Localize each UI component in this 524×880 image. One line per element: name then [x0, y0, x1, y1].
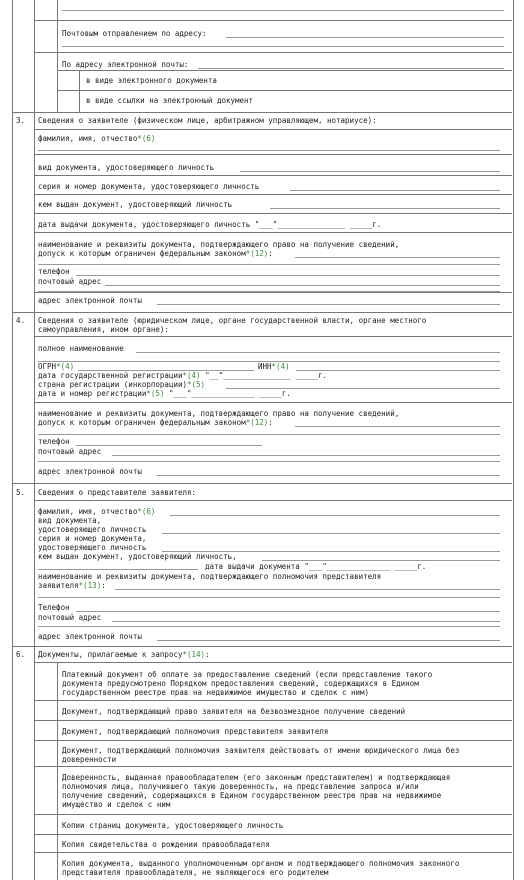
section-4-title: Сведения о заявителе (юридическом лице, органе государственной власти, органе местного [38, 316, 427, 325]
row-border [34, 814, 512, 815]
s5-fio-label: фамилия, имя, отчество [38, 507, 138, 516]
s3-issue-date-label: дата выдачи документа, удостоверяющего личность "___"_______________ _____г. [38, 220, 382, 229]
checkbox-cell[interactable] [79, 70, 80, 112]
s4-full-name-field[interactable] [136, 352, 500, 353]
checkbox-col-divider [57, 662, 58, 880]
s3-doc-type-field[interactable] [240, 171, 500, 172]
row-border [57, 90, 512, 91]
s4-phone-field[interactable] [76, 445, 262, 446]
doc-item-payment: Платежный документ об оплате за предоставление сведений (если представление такого [62, 670, 433, 679]
s5-post-addr-label: почтовый адрес [38, 613, 102, 622]
s3-email-field[interactable] [157, 304, 500, 305]
s4-reg-date-label: дата государственной регистрации [38, 371, 183, 380]
col-divider [57, 0, 58, 112]
s3-phone-field[interactable] [76, 275, 500, 276]
row-border [34, 852, 512, 853]
doc-item-guardian-doc-line-2: представителя правообладателя, не являющегося его родителем [62, 868, 329, 877]
s4-inn-label: ИНН [258, 362, 272, 371]
colon: : [205, 650, 210, 659]
row-border [34, 20, 512, 21]
footnote-ref: *(5) [146, 389, 165, 398]
section-4-number: 4. [16, 316, 26, 325]
email-address-line[interactable] [198, 68, 504, 69]
footnote-ref: *(4) [271, 362, 290, 371]
fill-line[interactable] [38, 597, 500, 598]
s5-phone-field[interactable] [76, 611, 500, 612]
fill-line[interactable] [38, 569, 198, 570]
col-divider [34, 0, 35, 112]
s5-doc-type-label-2: удостоверяющего личность [38, 525, 147, 534]
col-divider [34, 483, 35, 646]
footnote-ref: *(14) [182, 650, 206, 659]
row-border [34, 154, 512, 155]
fill-line[interactable] [38, 264, 500, 265]
footnote-ref: *(6) [137, 134, 156, 143]
s4-right-doc-field[interactable] [295, 426, 500, 427]
s3-issued-by-label: кем выдан документ, удостоверяющий личность [38, 200, 233, 209]
section-3-number: 3. [16, 116, 26, 125]
s5-issued-by-label: кем выдан документ, удостоверяющий личность, [38, 552, 237, 561]
s3-post-addr-field[interactable] [105, 285, 500, 286]
row-border [34, 662, 512, 663]
footnote-ref: *(13) [78, 581, 102, 590]
doc-item-power-of-attorney: Доверенность, выданная правообладателем (его законным представителем) и подтверждающая [62, 773, 451, 782]
fill-line [62, 46, 504, 47]
s5-authority-doc-label-2: заявителя [38, 581, 79, 590]
fill-line[interactable] [38, 461, 500, 462]
row-border [34, 720, 512, 721]
s3-doc-num-label: серия и номер документа, удостоверяющего личность [38, 182, 260, 191]
footnote-ref: *(4) [56, 362, 75, 371]
s5-authority-doc-field[interactable] [115, 589, 500, 590]
s4-email-label: адрес электронной почты [38, 467, 142, 476]
row-border [34, 213, 512, 214]
s3-issued-by-field[interactable] [270, 208, 500, 209]
row-border [34, 194, 512, 195]
footnote-ref: *(5) [187, 380, 206, 389]
doc-item-guardian-doc: Копия документа, выданного уполномоченным органом и подтверждающего полномочия законного [62, 859, 460, 868]
s4-right-doc-label-2: допуск к которым ограничен федеральным законом [38, 418, 246, 427]
s3-post-addr-label: почтовый адрес [38, 277, 102, 286]
section-3-title: Сведения о заявителе (физическом лице, арбитражном управляющем, нотариусе): [38, 116, 377, 125]
col-divider [34, 112, 35, 312]
row-border [34, 834, 512, 835]
row-border [34, 336, 512, 337]
s5-issued-by-field[interactable] [262, 560, 500, 561]
s5-doc-type-label: вид документа, [38, 516, 102, 525]
row-border [34, 402, 512, 403]
s4-phone-label: телефон [38, 437, 70, 446]
row-border [34, 232, 512, 233]
s5-doc-num-label-2: удостоверяющего личность [38, 543, 147, 552]
doc-item-power-of-attorney-line-4: имущество и сделок с ним [62, 800, 171, 809]
row-border [34, 52, 512, 53]
checkbox-cell[interactable] [57, 20, 58, 52]
doc-item-power-of-attorney-line-2: полномочия лица, получившего такую доверенность, на представление запроса и/или [62, 782, 419, 791]
footnote-ref: *(4) [182, 371, 201, 380]
s3-right-doc-label-2: допуск к которым ограничен федеральным законом [38, 249, 246, 258]
doc-item-legal-authority-line-2: доверенности [62, 755, 117, 764]
s5-issue-date-label: дата выдачи документа "___"______________ _____г. [205, 562, 427, 571]
s4-email-field[interactable] [157, 475, 500, 476]
section-6-number: 6. [16, 650, 26, 659]
doc-item-power-of-attorney-line-3: получение сведений, содержащихся в Едином государственном реестре прав на недвижимое [62, 791, 442, 800]
row-border [34, 740, 512, 741]
row-border [34, 700, 512, 701]
s5-phone-label: Телефон [38, 603, 70, 612]
section-5-number: 5. [16, 488, 26, 497]
fill-line [62, 10, 504, 11]
s4-right-doc-label: наименование и реквизиты документа, подтверждающего право на получение сведений, [38, 409, 400, 418]
col-divider [34, 312, 35, 483]
section-4-title-2: самоуправления, ином органе): [38, 325, 169, 334]
s5-post-addr-field[interactable] [112, 621, 500, 622]
row-border [12, 312, 512, 313]
email-option-link: в виде ссылки на электронный документ [86, 96, 254, 105]
s4-post-addr-label: почтовый адрес [38, 447, 102, 456]
doc-item-rep-authority: Документ, подтверждающий полномочия представителя заявителя [62, 727, 329, 736]
s3-email-label: адрес электронной почты [38, 296, 142, 305]
row-border [12, 483, 512, 484]
row-border [34, 500, 512, 501]
s4-post-addr-field[interactable] [112, 455, 500, 456]
s4-country-label: страна регистрации (инкорпорации) [38, 380, 188, 389]
s5-doc-type-field[interactable] [162, 533, 500, 534]
section-5-title: Сведения о представителе заявителя: [38, 488, 197, 497]
delivery-post-label: Почтовым отправлением по адресу: [62, 29, 207, 38]
col-divider [34, 646, 35, 880]
s5-fio-field[interactable] [170, 515, 500, 516]
fill-line[interactable] [38, 626, 500, 627]
s4-reg-date-blank: "__"_______________ _____г. [200, 371, 327, 380]
row-border [34, 175, 512, 176]
s3-fio-label: фамилия, имя, отчество [38, 134, 138, 143]
s3-doc-num-field[interactable] [290, 190, 500, 191]
s3-fio-field[interactable] [38, 150, 500, 151]
s5-email-field[interactable] [157, 640, 500, 641]
delivery-email-label: По адресу электронной почты: [62, 60, 189, 69]
s4-full-name-label: полное наименование [38, 344, 124, 353]
doc-item-legal-authority: Документ, подтверждающий полномочия заявителя действовать от имени юридического лица без [62, 746, 460, 755]
post-address-line[interactable] [226, 37, 504, 38]
s3-phone-label: телефон [38, 267, 70, 276]
footnote-ref: *(12) [245, 249, 269, 258]
doc-item-payment-line-3: государственном реестре прав на недвижимое имущество и сделок с ним) [62, 688, 370, 697]
s3-right-doc-label: наименование и реквизиты документа, подтверждающего право на получение сведений, [38, 240, 400, 249]
fill-line[interactable] [38, 434, 500, 435]
row-border [34, 292, 512, 293]
footnote-ref: *(6) [137, 507, 156, 516]
doc-item-birth-cert: Копия свидетельства о рождении правообладателя [62, 840, 270, 849]
row-border [12, 646, 512, 647]
s3-right-doc-field[interactable] [295, 257, 500, 258]
s3-doc-type-label: вид документа, удостоверяющего личность [38, 163, 215, 172]
email-option-electronic-doc: в виде электронного документа [86, 76, 217, 85]
row-border [12, 112, 512, 113]
row-border [34, 129, 512, 130]
s4-ogrn-label: ОГРН [38, 362, 57, 371]
s5-authority-doc-label: наименование и реквизиты документа, подтверждающего полномочия представителя [38, 572, 382, 581]
s5-email-label: адрес электронной почты [38, 632, 142, 641]
row-border [34, 766, 512, 767]
s4-date-num-blank: "___"______________ _____г. [164, 389, 291, 398]
section-6-title: Документы, прилагаемые к запросу [38, 650, 183, 659]
doc-item-payment-line-2: документа предусмотрено Порядком предоставления сведений, содержащихся в Едином [62, 679, 419, 688]
colon: : [101, 581, 106, 590]
s4-date-num-label: дата и номер регистрации [38, 389, 147, 398]
colon: : [268, 418, 273, 427]
footnote-ref: *(12) [245, 418, 269, 427]
doc-item-free-right: Документ, подтверждающий право заявителя на безвозмездное получение сведений [62, 707, 406, 716]
s5-doc-num-label: серия и номер документа, [38, 534, 147, 543]
row-border [57, 70, 512, 71]
doc-item-id-copies: Копии страниц документа, удостоверяющего личность [62, 821, 284, 830]
colon: : [268, 249, 273, 258]
